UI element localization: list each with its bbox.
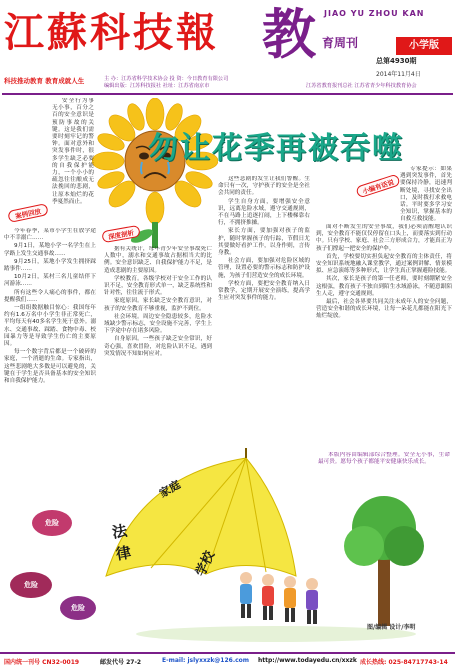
- paragraph: 学生自身方面，要增强安全意识，远离危险水域，遵守交通规则，不在马路上追逐打闹，上下楼梯靠右行，不拥挤推搡。: [218, 198, 310, 227]
- paragraph: 安全行为事无小事，百分之百的安全意识是预防事故的关键。这是我们需要时刻牢记的警钟。面对意外和突发事件时，很多学生缺乏必要的自我保护能力，一个小小的疏忽往往酿成无法挽回的悲剧，让原本灿烂的花季戛然而止。: [52, 98, 94, 204]
- paragraph: 家长方面，要加强对孩子的监护，随时掌握孩子的行踪，节假日尤其要做好看护工作，以身作则，言传身教。: [218, 228, 310, 257]
- tag-deep-analysis: 深度剖析: [101, 225, 141, 243]
- paragraph: 学校方面，要把安全教育纳入日常教学，定期开展安全演练，提高学生应对突发事件的能力。: [218, 280, 310, 302]
- column-1-intro: [52, 98, 94, 204]
- footer-post-code: 邮发代号 27-2: [100, 659, 142, 666]
- footer-email-link[interactable]: E-mail: jslyxxzk@126.com: [162, 657, 250, 664]
- umbrella-word-family: 家庭: [157, 477, 183, 501]
- column-3-body: [218, 176, 310, 428]
- paragraph: 家庭原因。家长缺乏安全教育意识，对孩子的安全教育不够重视，监护不到位。: [104, 298, 212, 312]
- masthead-weekly: 育周刊: [322, 36, 359, 50]
- paragraph: 专家提示：如果遇到突发事件，首先要保持冷静，迅速判断处境，寻找安全出口，及时拨打求救电话。平时要多学习安全知识，掌握基本的自救互救技能。: [400, 166, 452, 222]
- publisher-info-2: 编辑出版：江苏科技报社 社址：江苏省南京市: [104, 83, 210, 89]
- publisher-info-right: 江苏省教育报刊总社 江苏省青少年科技教育协会: [306, 83, 417, 89]
- danger-blob-1: 危险: [32, 510, 72, 536]
- issue-date: 2014年11月4日: [376, 71, 421, 78]
- issue-number: 总第4930期: [376, 57, 417, 65]
- footer-hotline: 成长热线: 025-84717743-14: [360, 659, 448, 666]
- paragraph: 这些悲剧的发生让我们警醒。生命只有一次，守护孩子的安全是全社会共同的责任。: [218, 176, 310, 197]
- paragraph: 据有关统计，每年青少年安全事故死亡人数中，溺水和交通事故占据相当大的比例。安全意识缺乏、自我保护能力不足，是造成悲剧的主要原因。: [104, 246, 212, 274]
- illustration-credit: 图/编辑 设计/李明: [367, 624, 416, 631]
- paragraph: 9月25日，某地小学发生拥挤踩踏事件……: [4, 258, 96, 273]
- umbrella-word-school: 学校: [193, 548, 219, 579]
- edition-badge: 小学版: [396, 37, 452, 55]
- paragraph: 面对不断发生的安全事故，我们必须清醒地认识到，安全教育不能仅仅停留在口头上，而要落实到行动中。只有学校、家庭、社会三方形成合力，才能真正为孩子们撑起一把安全的保护伞。: [316, 224, 452, 252]
- paragraph: 首先，学校要切实担负起安全教育的主体责任，将安全知识系统地融入课堂教学，通过案例讲解、情景模拟、应急演练等多种形式，让学生真正掌握避险技能。: [316, 253, 452, 275]
- masthead-title: 江蘇科技報: [4, 9, 219, 56]
- paragraph: 所有这些令人痛心的事件，都在提醒我们……: [4, 289, 96, 303]
- paragraph: 自身原因。一些孩子缺乏安全常识，好奇心强，喜欢冒险，对危险认识不足，遇到突发情况不知如何应对。: [104, 336, 212, 357]
- footer-cn-number: 国内统一刊号 CN32-0019: [4, 659, 80, 666]
- children-figures: [240, 572, 318, 624]
- danger-blob-3: 危险: [60, 596, 96, 620]
- masthead-jiao: 教: [262, 2, 316, 66]
- paragraph: 学校教育。各级学校对于安全工作的认识不足，安全教育形式单一，缺乏系统性和针对性，往往流于形式。: [104, 275, 212, 297]
- paragraph: 9月1日，某地小学一名学生在上学路上发生交通事故……: [4, 243, 96, 257]
- column-2-body: [104, 246, 212, 446]
- paragraph: 本版内容由编辑部综合整理。安全无小事，生命最可贵。愿每个孩子都能平安健康快乐成长。: [318, 452, 450, 466]
- footer-url-link[interactable]: http://www.todayedu.cn/xxzk: [258, 657, 357, 664]
- column-4-top: [400, 166, 452, 222]
- paragraph: 一组组数据触目惊心：我国每年约有1.6万名中小学生非正常死亡，平均每天有40多名学生死于意外。溺水、交通事故、踩踏、食物中毒、校园暴力等是导致学生伤亡的主要原因。: [4, 305, 96, 348]
- paragraph: 最后，社会各界要共同关注未成年人的安全问题，营造安全和谐的成长环境，让每一朵花儿都能在阳光下灿烂绽放。: [316, 299, 452, 320]
- slogan: 科技推动教育 教育成就人生: [4, 77, 85, 85]
- umbrella-word-law: 法律: [110, 521, 133, 564]
- paragraph: 其次，家长是孩子的第一任老师，要时刻绷紧安全这根弦，教育孩子不独自到陌生水域游泳，不随意跟陌生人走，遵守交通规则。: [316, 276, 452, 297]
- paragraph: 社会环境。周边安全隐患较多，危险水域缺少警示标志，安全设施不完善，学生上下学途中存在诸多风险。: [104, 313, 212, 335]
- crying-sunflower-illustration: [92, 98, 218, 248]
- publisher-info: 主 办：江苏省科学技术协会 投 资：今日教育有限公司: [104, 76, 229, 82]
- paragraph: 10月2日，某村三名儿童结伴下河游泳……: [4, 274, 96, 288]
- paragraph: 今年春季，某市小学生在放学途中不幸溺亡……: [4, 228, 96, 242]
- umbrella-children-illustration: [96, 446, 426, 646]
- column-4-body: [316, 224, 452, 446]
- header-rule: [2, 93, 453, 95]
- masthead-pinyin: JIAO YU ZHOU KAN: [324, 9, 425, 18]
- paragraph: 社会方面，要加强对危险区域的管理，设置必要的警示标志和防护设施，为孩子们营造安全的成长环境。: [218, 258, 310, 279]
- article-title: 勿让花季再被吞噬: [148, 131, 404, 166]
- tag-editor-note: 小编有话说: [355, 173, 401, 198]
- paragraph: 每一个数字背后都是一个破碎的家庭，一个消逝的生命。专家指出，这些悲剧绝大多数是可以避免的，关键在于学生是否具备基本的安全知识和自我保护能力。: [4, 349, 96, 385]
- danger-blob-2: 危险: [10, 572, 52, 598]
- tag-case-review: 案例回放: [7, 203, 49, 223]
